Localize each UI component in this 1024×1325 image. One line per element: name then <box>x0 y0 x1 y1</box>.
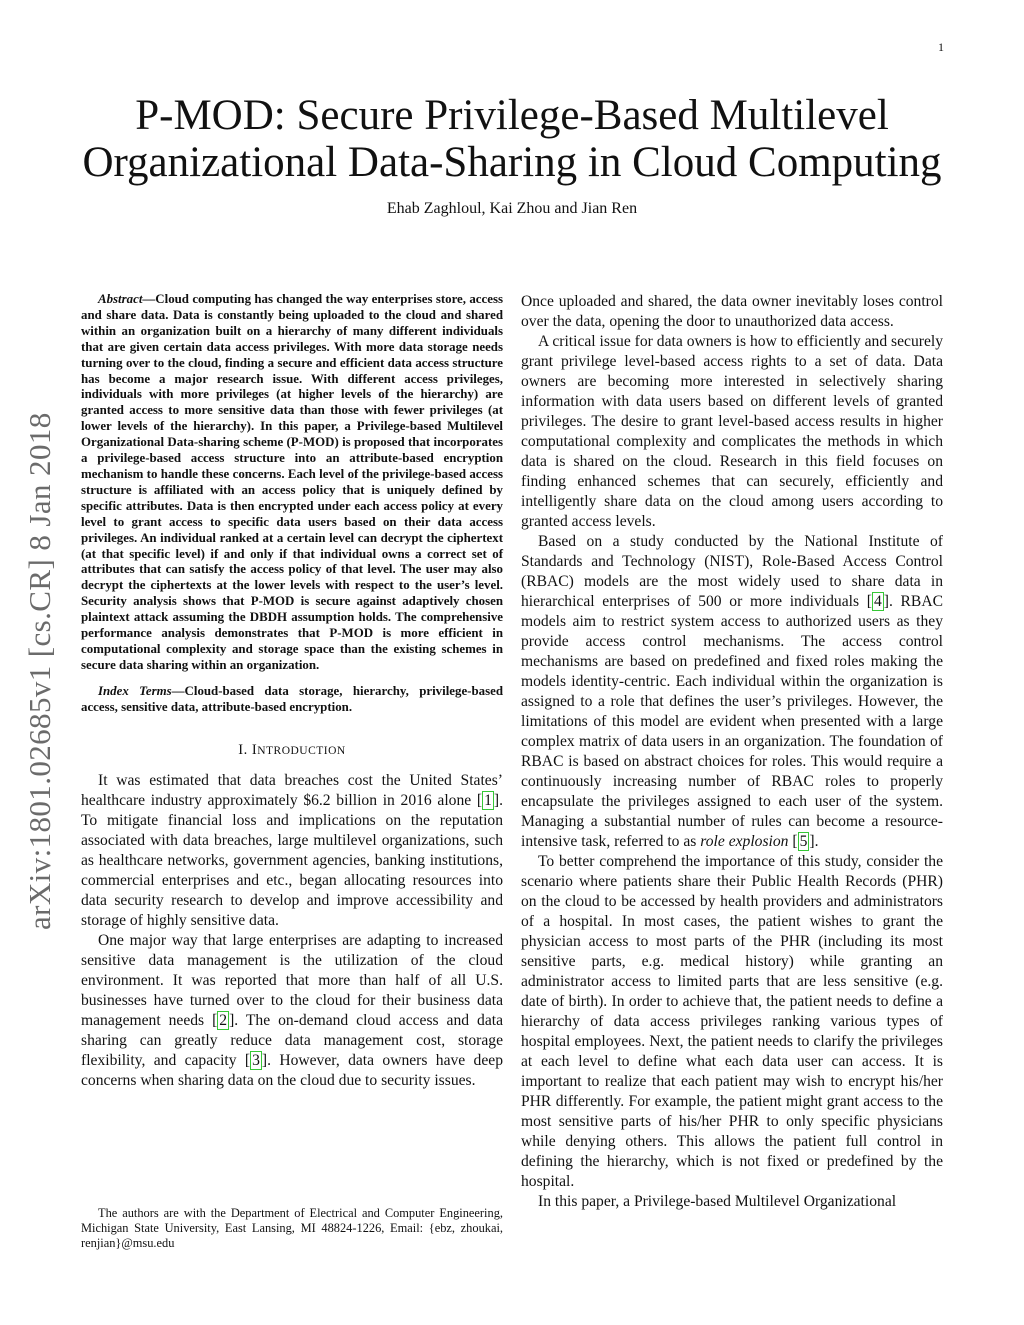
footnote: The authors are with the Department of Electrical and Computer Engineering, Michigan State University, East Lansing, MI 48824-1226, Email: {ebz, zhoukai, renjian}@msu.edu <box>81 1206 503 1250</box>
abstract-label: Abstract <box>98 292 143 306</box>
right-column <box>521 292 943 1212</box>
paragraph-text: Based on a study conducted by the National Institute of Standards and Technology (NIST), Role-Based Access Control (RBAC) models are the most widely used to share data in hierarchical enterprises of 500 or more individuals <box>521 533 943 610</box>
paragraph-text: . However, data owners have deep concerns when sharing data on the cloud due to security issues. <box>81 1051 503 1089</box>
paragraph-text: . RBAC models aim to restrict system access to authorized users as they provide access control mechanisms. The access control mechanisms are based on predefined and fixed roles making the models identity-centric. Each individual within the organization is assigned to a role that defines the user’s privileges. However, the limitations of this model are evident when presented with a large complex matrix of data users in an organization. The foundation of RBAC is based on abstract choices for roles. This would require a continuously increasing number of RBAC roles to properly encapsulate the privileges assigned to each user of the system. Managing a substantial number of rules can become a resource-intensive task, referred to as <box>521 593 943 850</box>
citation-link[interactable]: 3 <box>252 1051 260 1069</box>
index-terms-label: Index Terms <box>98 683 172 698</box>
right-paragraph-3: Based on a study conducted by the National Institute of Standards and Technology (NIST), Role-Based Access Control (RBAC) models are the most widely used to share data in hierarchical enterprises of 500 or more individuals [ 4 ]. RBAC models aim to restrict system access to authorized users as they provide access control mechanisms. The access control mechanisms are based on predefined and fixed roles making the models identity-centric. Each individual within the organization is assigned to a role that defines the user’s privileges. However, the limitations of this model are evident when presented with a large complex matrix of data users in an organization. The foundation of RBAC is based on abstract choices for roles. This would require a continuously increasing number of RBAC roles to properly encapsulate the privileges assigned to each user of the system. Managing a substantial number of rules can become a resource-intensive task, referred to as role explosion [ 5 ]. <box>521 533 943 850</box>
right-paragraph-2: A critical issue for data owners is how to efficiently and securely grant privilege level-based access rights to a set of data. Data owners are becoming more interested in selectively sharing information with data users based on different levels of granted privileges. The desire to grant level-based access results in higher computational complexity and complicates the methods in which data is shared on the cloud. Research in this field focuses on finding enhanced schemes that can securely, efficiently and intelligently share data on the cloud among users according to granted access levels. <box>521 333 943 530</box>
section-heading-introduction <box>81 740 503 761</box>
index-terms <box>81 684 503 716</box>
page-number: 1 <box>938 40 944 54</box>
citation-link[interactable]: 2 <box>219 1011 228 1029</box>
paragraph-text: It was estimated that data breaches cost the United States’ healthcare industry approximately $6.2 billion in 2016 alone <box>81 771 503 809</box>
right-paragraph-1: Once uploaded and shared, the data owner inevitably loses control over the data, opening the door to unauthorized data access. <box>521 293 943 330</box>
paragraph-text: . To mitigate financial loss and implications on the reputation associated with data breaches, large multilevel organizations, such as healthcare networks, government agencies, banking institutions, commercial enterprises and etc., began allocating resources into data security research to develop and improve accessibility and storage of highly sensitive data. <box>81 791 503 929</box>
index-terms-text: —Cloud-based data storage, hierarchy, privilege-based access, sensitive data, attribute-based encryption. <box>81 683 503 714</box>
abstract-text: —Cloud computing has changed the way enterprises store, access and share data. Data is constantly being uploaded to the cloud and shared within an organization built on a hierarchy of many different individuals that are given certain data access privileges. With more data storage needs turning over to the cloud, finding a secure and efficient data access structure has become a major research issue. With different access privileges, individuals with more privileges (at higher levels of the hierarchy) are granted access to more sensitive data than those with fewer privileges (at lower levels of the hierarchy). In this paper, a Privilege-based Multilevel Organizational Data-sharing scheme (P-MOD) is proposed that incorporates a privilege-based access structure into an attribute-based encryption mechanism to handle these concerns. Each level of the privilege-based access structure is affiliated with an access policy that is uniquely defined by specific attributes. Data is then encrypted under each access policy at every level to grant access to specific data users based on their data access privileges. An individual ranked at a certain level can decrypt the ciphertext (at that specific level) if and only if that individual owns a correct set of attributes that can satisfy the access policy of that level. The user may also decrypt the ciphertexts at the lower levels with respect to the user’s level. Security analysis shows that P-MOD is secure against adaptively chosen plaintext attack assuming the DBDH assumption holds. The comprehensive performance analysis demonstrates that P-MOD is more efficient in computational complexity and storage space than the existing schemes in secure data sharing within an organization. <box>81 292 503 672</box>
intro-paragraph-2: One major way that large enterprises are adapting to increased sensitive data management is the utilization of the cloud environment. It was reported that more than half of all U.S. businesses have turned over to the cloud for their business data management needs [ 2 ]. The on-demand cloud access and data sharing can greatly reduce data management cost, storage flexibility, and capacity [ 3 ]. However, data owners have deep concerns when sharing data on the cloud due to security issues. <box>81 931 504 1089</box>
emphasis-text: role explosion <box>700 833 789 850</box>
paper-title: P-MOD: Secure Privilege-Based Multilevel Organizational Data-Sharing in Cloud Computing <box>82 92 942 186</box>
paragraph-text: . The on-demand cloud access and data sharing can greatly reduce data management cost, storage flexibility, and capacity <box>81 1011 504 1069</box>
right-paragraph-4: To better comprehend the importance of this study, consider the scenario where patients share their Public Health Records (PHR) on the cloud to be accessed by health providers and administrators of a hospital. In most cases, the patient wishes to grant the physician access to most parts of the PHR (including its most sensitive parts, e.g. medical history) while granting an administrator access to limited parts that are less sensitive (e.g. date of birth). In order to achieve that, the patient needs to define a hierarchy of data access privileges ranking various types of hospital employees. Next, the patient needs to clarify the privileges at each level to define what each data user can access. It is important to realize that each patient may wish to encrypt his/her PHR differently. For example, the patient might grant access to the most sensitive parts of his/her PHR to only specific physicians while denying others. This allows the patient full control in defining the hierarchy, which is not fixed or predefined by the hospital. <box>521 853 943 1190</box>
right-paragraph-5: In this paper, a Privilege-based Multilevel Organizational <box>538 1193 897 1210</box>
section-title-rest: NTRODUCTION <box>257 744 346 757</box>
section-number: I. <box>238 741 248 758</box>
left-column <box>81 292 503 1091</box>
paragraph-text: One major way that large enterprises are adapting to increased sensitive data management is the utilization of the cloud environment. It was reported that more than half of all U.S. businesses have turned over to the cloud for their business data management needs <box>81 931 503 1029</box>
citation-link[interactable]: 1 <box>484 791 492 809</box>
abstract <box>81 292 503 674</box>
intro-paragraph-1: It was estimated that data breaches cost the United States’ healthcare industry approximately $6.2 billion in 2016 alone [ 1 ]. To mitigate financial loss and implications on the reputation associated with data breaches, large multilevel organizations, such as healthcare networks, government agencies, banking institutions, commercial enterprises and etc., began allocating resources into data security research to develop and improve accessibility and storage of highly sensitive data. <box>81 771 503 929</box>
citation-link[interactable]: 5 <box>799 833 808 850</box>
section-title-initial: I <box>251 741 258 758</box>
paragraph-text: . <box>814 833 819 850</box>
citation-link[interactable]: 4 <box>873 593 882 610</box>
paper-authors: Ehab Zaghloul, Kai Zhou and Jian Ren <box>386 200 638 217</box>
arxiv-identifier: arXiv:1801.02685v1 [cs.CR] 8 Jan 2018 <box>22 412 57 930</box>
